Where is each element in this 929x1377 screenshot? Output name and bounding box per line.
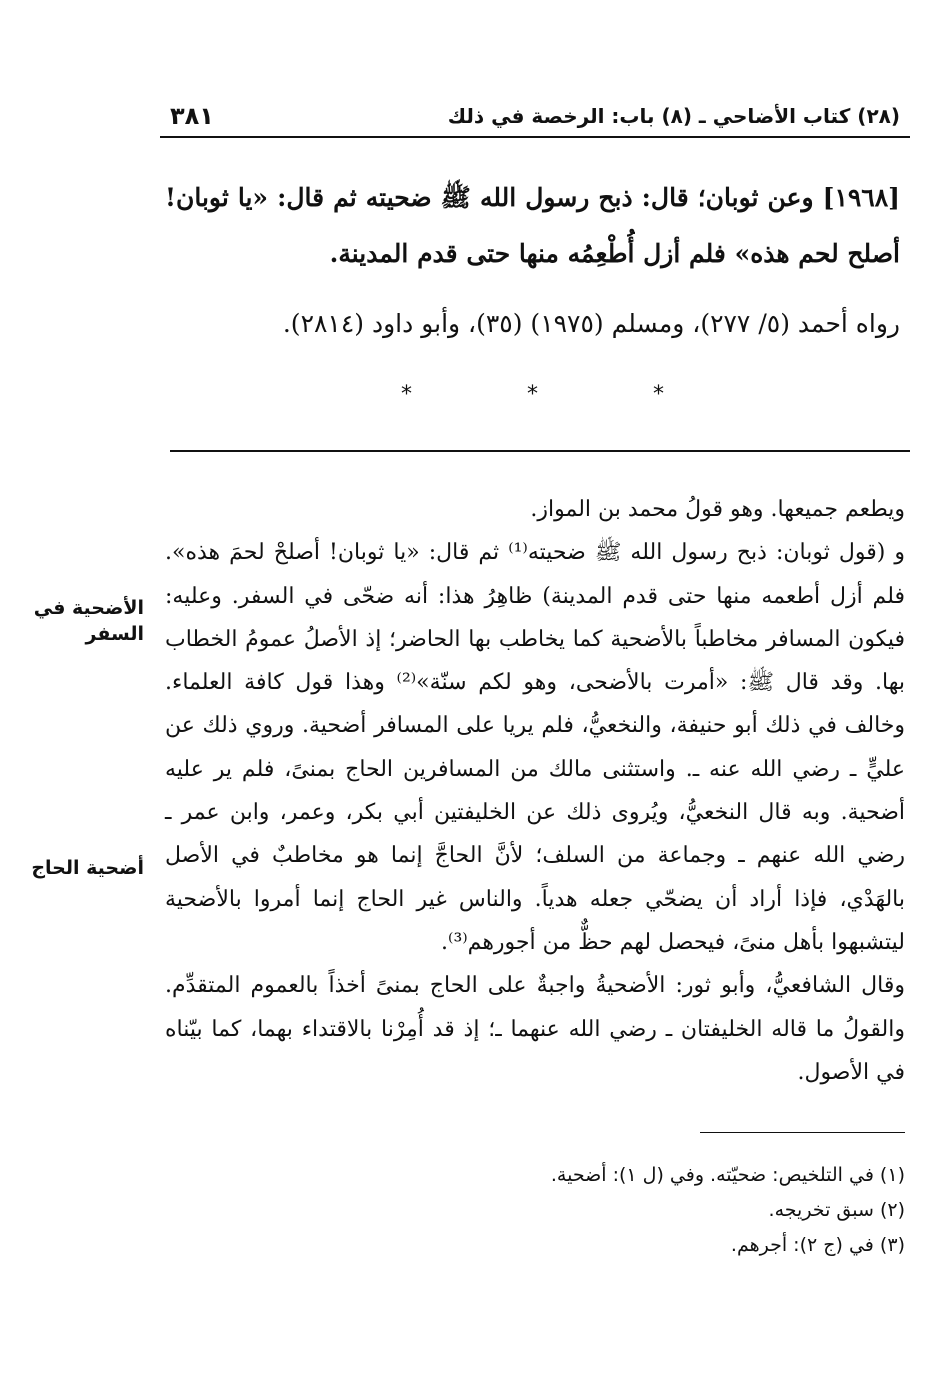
chapter-title: (٢٨) كتاب الأضاحي ـ (٨) باب: الرخصة في ذلك — [447, 104, 900, 128]
section-separator: * * * — [401, 382, 718, 407]
footnote: (١) في التلخيص: ضحيّته. وفي (ل ١): أضحية. — [550, 1164, 905, 1186]
commentary-body — [165, 488, 905, 1094]
hadith-block — [165, 170, 900, 352]
hadith-reference: رواه أحمد (٥/ ٢٧٧)، ومسلم (١٩٧٥) (٣٥)، وأبو داود (٢٨١٤). — [282, 309, 900, 338]
commentary-paragraph: ويطعم جميعها. وهو قولُ محمد بن المواز. — [530, 497, 905, 522]
hadith-text: [١٩٦٨] وعن ثوبان؛ قال: ذبح رسول الله ﷺ ضحيته ثم قال: «يا ثوبان! أصلح لحم هذه» فلم أزل أُطْعِمُه منها حتى قدم المدينة. — [165, 183, 900, 268]
footnote: (٣) في (ج ٢): أجرهم. — [730, 1234, 905, 1256]
footnotes — [165, 1158, 905, 1263]
commentary-paragraph: وقال الشافعيُّ، وأبو ثور: الأضحيةُ واجبةٌ على الحاج بمنىً أخذاً بالعموم المتقدِّم. والقولُ ما قاله الخليفتان ـ رضي الله عنهما ـ؛ إذ قد أُمِرْنا بالاقتداء بهما، كما بيّناه في الأصول. — [165, 973, 905, 1085]
margin-note-hajj: أضحية الحاج — [31, 857, 144, 879]
running-header — [160, 100, 910, 138]
main-divider — [170, 450, 910, 452]
footnote: (٢) سبق تخريجه. — [768, 1199, 905, 1221]
margin-note-safar: الأضحية في السفر — [33, 597, 144, 645]
commentary-paragraph: و (قول ثوبان: ذبح رسول الله ﷺ ضحيته⁽¹⁾ ثم قال: «يا ثوبان! أصلحْ لحمَ هذه». فلم أزل أطعمه منها حتى قدم المدينة) ظاهِرُ هذا: أنه ضحّى في السفر. وعليه: فيكون المسافر مخاطباً بالأضحية كما يخاطب بها الحاضر؛ إذ الأصلُ عمومُ الخطاب بها. وقد قال ﷺ: «أمرت بالأضحى، وهو لكم سنّة»⁽²⁾ وهذا قول كافة العلماء. وخالف في ذلك أبو حنيفة، والنخعيُّ، فلم يريا على المسافر أضحية. وروي ذلك عن عليٍّ ـ رضي الله عنه ـ. واستثنى مالك من المسافرين الحاج بمنىً، فلم ير عليه أضحية. وبه قال النخعيُّ، ويُروى ذلك عن الخليفتين أبي بكر، وعمر، وابن عمر ـ رضي الله عنهم ـ وجماعة من السلف؛ لأنَّ الحاجَّ إنما هو مخاطبٌ في الأصل بالهَدْي، فإذا أراد أن يضحّي جعله هدياً. والناس غير الحاج إنما أمروا بالأضحية ليتشبهوا بأهل منىً، فيحصل لهم حظٌّ من أجورهم⁽³⁾. — [165, 540, 905, 955]
page-number: ٣٨١ — [170, 102, 214, 130]
footnote-divider — [700, 1132, 905, 1133]
